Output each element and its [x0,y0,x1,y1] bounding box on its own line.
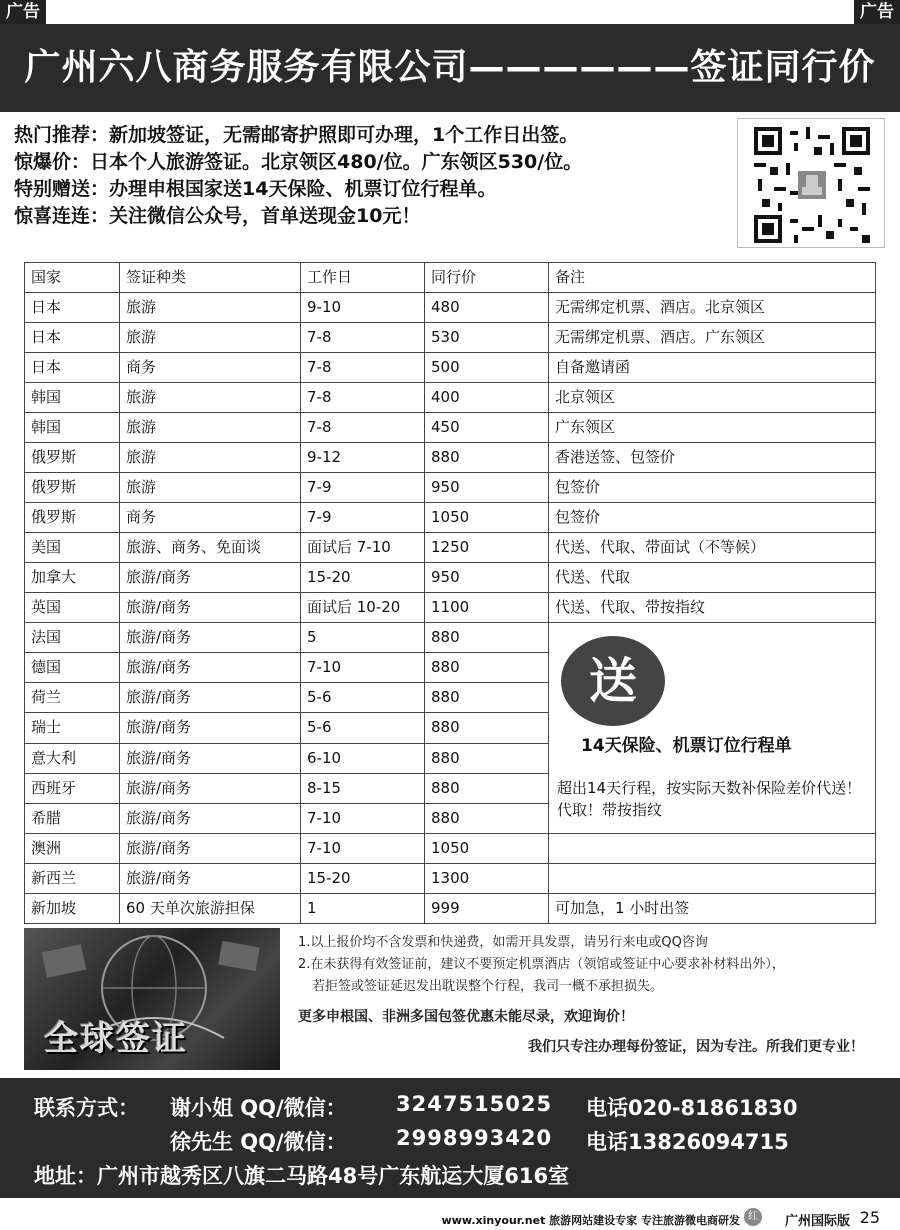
table-cell: 美国 [25,533,120,563]
table-cell: 1300 [425,864,549,894]
table-row [25,894,876,924]
table-cell: 西班牙 [25,773,120,803]
table-cell: 旅游/商务 [120,653,301,683]
table-cell: 530 [425,323,549,353]
promo-line: 惊爆价：日本个人旅游签证。北京领区480/位。广东领区530/位。 [14,151,583,173]
ad-label-left: 广告 [0,0,46,24]
table-cell: 旅游 [120,473,301,503]
table-cell: 7-8 [301,323,425,353]
table-cell: 1250 [425,533,549,563]
table-cell: 7-10 [301,803,425,833]
table-cell: 俄罗斯 [25,443,120,473]
promo-line: 惊喜连连：关注微信公众号，首单送现金10元！ [14,205,421,227]
table-cell: 旅游/商务 [120,864,301,894]
table-cell: 希腊 [25,803,120,833]
table-cell: 7-10 [301,834,425,864]
table-cell: 999 [425,894,549,924]
table-row [25,834,876,864]
page-footer [0,1206,900,1230]
table-cell: 商务 [120,503,301,533]
table-cell: 旅游 [120,383,301,413]
table-cell [549,864,876,894]
table-cell: 包签价 [549,503,876,533]
note-2-continued: 若拒签或签证延迟发出耽误整个行程，我司一概不承担损失。 [312,979,664,994]
table-cell: 7-9 [301,473,425,503]
table-cell: 法国 [25,623,120,653]
table-cell: 880 [425,743,549,773]
table-cell: 7-9 [301,503,425,533]
table-cell: 880 [425,713,549,743]
table-cell: 代送、代取 [549,563,876,593]
table-cell: 旅游/商务 [120,834,301,864]
table-cell: 15-20 [301,864,425,894]
table-cell: 无需绑定机票、酒店。广东领区 [549,323,876,353]
table-cell: 韩国 [25,383,120,413]
table-cell: 7-8 [301,413,425,443]
note-1: 1.以上报价均不含发票和快递费，如需开具发票，请另行来电或QQ咨询 [298,935,708,950]
table-cell [549,834,876,864]
table-cell: 新加坡 [25,894,120,924]
table-cell: 韩国 [25,413,120,443]
table-row [25,623,876,653]
table-cell: 旅游/商务 [120,683,301,713]
table-cell: 无需绑定机票、酒店。北京领区 [549,293,876,323]
table-cell: 15-20 [301,563,425,593]
table-cell: 1 [301,894,425,924]
notes-block [298,932,888,1058]
contact-label: 联系方式： [34,1096,139,1120]
table-cell: 880 [425,443,549,473]
insurance-note: 超出14天行程，按实际天数补保险差价代送！代取！带按指纹 [557,779,862,819]
table-cell: 代送、代取、带面试（不等候） [549,533,876,563]
table-row [25,443,876,473]
table-cell: 9-10 [301,293,425,323]
table-cell: 5-6 [301,683,425,713]
table-cell: 880 [425,653,549,683]
promo-line: 热门推荐：新加坡签证，无需邮寄护照即可办理，1个工作日出签。 [14,124,579,146]
column-header: 同行价 [425,263,549,293]
table-cell: 旅游/商务 [120,593,301,623]
table-cell: 7-8 [301,353,425,383]
send-badge-char: 送 [588,653,638,709]
page-title: 广州六八商务服务有限公司——————签证同行价 [0,24,900,112]
send-badge-icon [559,633,667,729]
table-cell: 旅游/商务 [120,743,301,773]
table-cell: 880 [425,623,549,653]
table-cell: 880 [425,683,549,713]
table-cell: 北京领区 [549,383,876,413]
table-cell: 9-12 [301,443,425,473]
table-header-row [25,263,876,293]
promo-line: 特别赠送：办理申根国家送14天保险、机票订位行程单。 [14,178,497,200]
table-cell: 澳洲 [25,834,120,864]
contact-qq-2: 2998993420 [396,1126,553,1150]
table-cell: 60 天单次旅游担保 [120,894,301,924]
table-cell: 6-10 [301,743,425,773]
table-cell: 加拿大 [25,563,120,593]
more-countries-note: 更多申根国、非洲多国包签优惠未能尽录，欢迎询价！ [298,1009,634,1025]
table-cell: 日本 [25,323,120,353]
table-cell: 旅游/商务 [120,803,301,833]
table-cell: 自备邀请函 [549,353,876,383]
column-header: 签证种类 [120,263,301,293]
footer-magazine: 广州国际版 [784,1214,850,1229]
table-cell: 广东领区 [549,413,876,443]
table-cell: 旅游 [120,323,301,353]
contact-block [0,1078,900,1198]
table-cell: 950 [425,473,549,503]
magazine-logo-icon: 红 [744,1208,762,1226]
table-cell: 面试后 7-10 [301,533,425,563]
table-cell: 1050 [425,503,549,533]
table-cell: 日本 [25,353,120,383]
table-cell: 450 [425,413,549,443]
table-cell: 旅游 [120,413,301,443]
table-cell: 荷兰 [25,683,120,713]
table-cell: 德国 [25,653,120,683]
table-cell: 商务 [120,353,301,383]
table-row [25,353,876,383]
insurance-title: 14天保险、机票订位行程单 [581,736,792,756]
table-cell: 5-6 [301,713,425,743]
table-cell: 7-10 [301,653,425,683]
table-cell: 俄罗斯 [25,473,120,503]
table-cell: 俄罗斯 [25,503,120,533]
column-header: 备注 [549,263,876,293]
table-row [25,383,876,413]
table-cell: 香港送签、包签价 [549,443,876,473]
table-cell: 880 [425,803,549,833]
table-cell: 旅游 [120,443,301,473]
promo-block [14,122,734,230]
table-row [25,473,876,503]
table-cell: 旅游/商务 [120,623,301,653]
table-cell: 8-15 [301,773,425,803]
slogan: 我们只专注办理每份签证，因为专注。所我们更专业！ [528,1039,864,1055]
note-2: 2.在未获得有效签证前，建议不要预定机票酒店（领馆或签证中心要求补材料出外）， [298,957,785,972]
table-row [25,323,876,353]
table-cell: 旅游/商务 [120,713,301,743]
contact-phone-2: 电话13826094715 [586,1130,789,1154]
contact-phone-1: 电话020-81861830 [586,1096,798,1120]
table-cell: 旅游、商务、免面谈 [120,533,301,563]
global-visa-image [24,928,280,1070]
contact-person-1: 谢小姐 QQ/微信： [170,1096,347,1120]
table-row [25,293,876,323]
table-cell: 500 [425,353,549,383]
page-number: 25 [859,1208,880,1227]
table-cell: 旅游/商务 [120,563,301,593]
table-cell: 英国 [25,593,120,623]
ad-label-right: 广告 [854,0,900,24]
qr-code-icon [754,127,870,243]
table-row [25,864,876,894]
contact-qq-1: 3247515025 [396,1092,553,1116]
table-cell: 400 [425,383,549,413]
table-cell: 瑞士 [25,713,120,743]
table-cell: 旅游 [120,293,301,323]
table-cell: 1100 [425,593,549,623]
table-cell: 包签价 [549,473,876,503]
contact-person-2: 徐先生 QQ/微信： [170,1130,347,1154]
table-row [25,593,876,623]
column-header: 工作日 [301,263,425,293]
table-cell: 代送、代取、带按指纹 [549,593,876,623]
table-row [25,503,876,533]
global-visa-label: 全球签证 [44,1019,188,1059]
table-cell: 意大利 [25,743,120,773]
table-cell: 日本 [25,293,120,323]
table-cell: 面试后 10-20 [301,593,425,623]
table-cell: 950 [425,563,549,593]
table-cell: 480 [425,293,549,323]
insurance-panel [549,623,876,834]
qr-code [737,118,885,248]
table-cell: 新西兰 [25,864,120,894]
table-row [25,563,876,593]
contact-address: 地址：广州市越秀区八旗二马路48号广东航运大厦616室 [34,1164,570,1188]
visa-price-table [24,262,876,924]
table-row [25,413,876,443]
table-row [25,533,876,563]
table-cell: 可加急，1 小时出签 [549,894,876,924]
column-header: 国家 [25,263,120,293]
table-cell: 880 [425,773,549,803]
table-cell: 旅游/商务 [120,773,301,803]
table-cell: 7-8 [301,383,425,413]
table-cell: 1050 [425,834,549,864]
footer-site: www.xinyour.net 旅游网站建设专家 专注旅游微电商研发 [441,1214,740,1227]
table-cell: 5 [301,623,425,653]
